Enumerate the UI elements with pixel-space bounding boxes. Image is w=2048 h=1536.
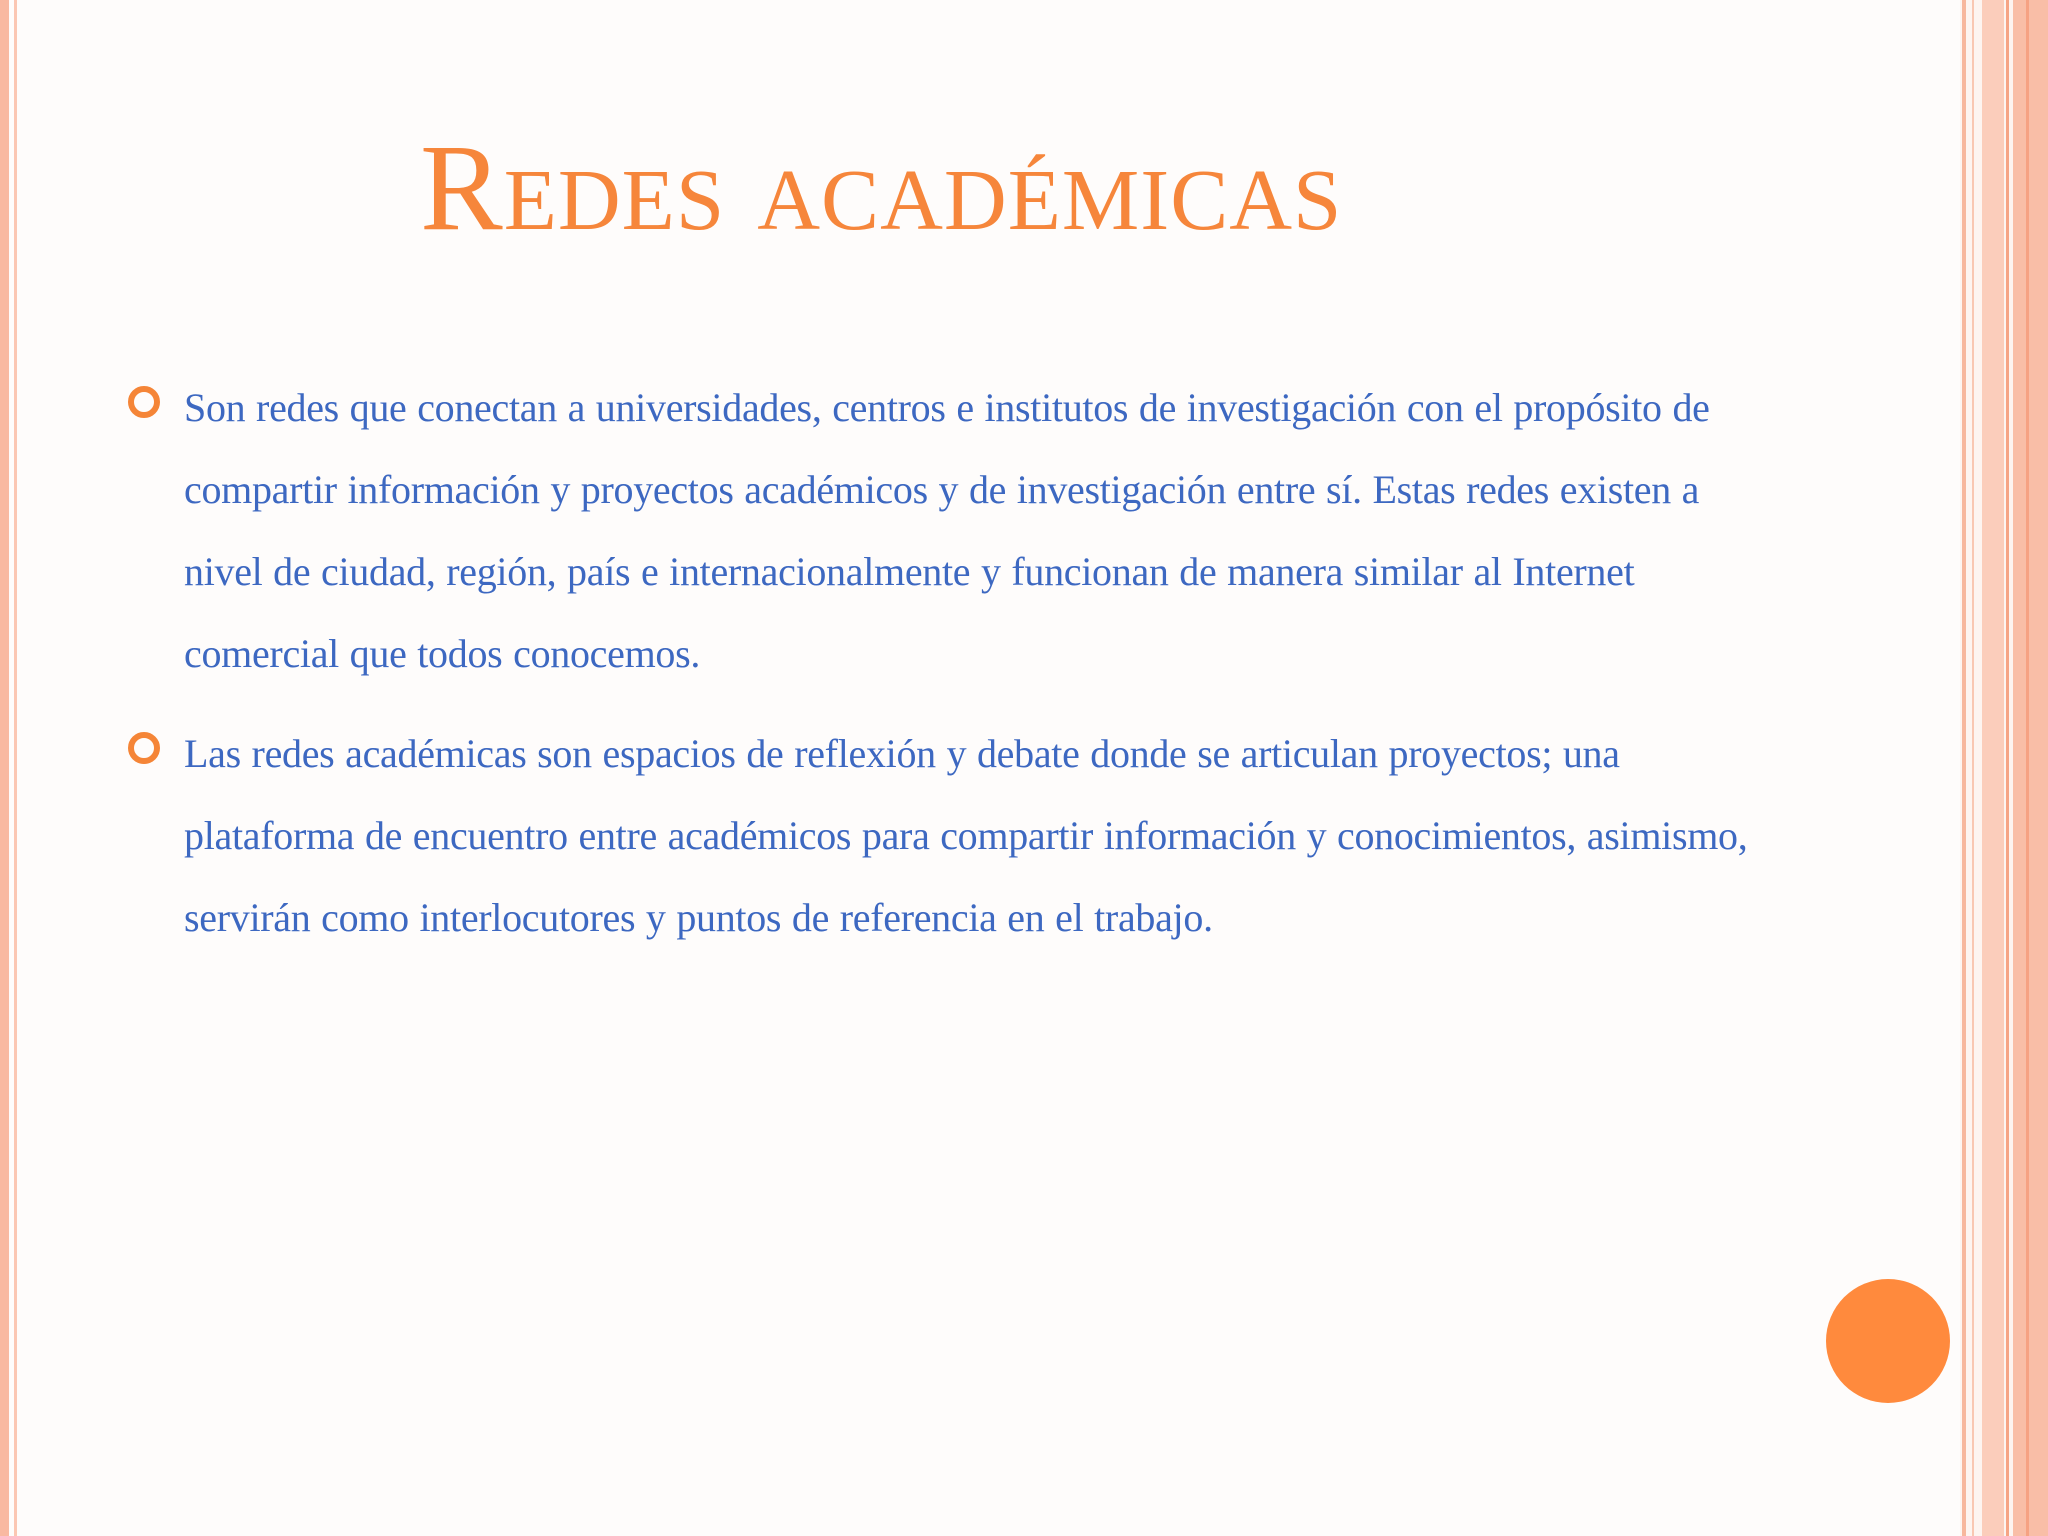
- bullet-circle-icon: [128, 386, 160, 418]
- bullet-text: Son redes que conectan a universidades, centros e institutos de investigación con el propósito de compartir información y proyectos académicos y de investigación entre sí. Estas redes existen a nivel de ciudad, región, país e internacionalmente y funcionan de manera similar al Internet comercial que todos conocemos.: [184, 385, 1710, 676]
- slide-title: Redes académicas: [420, 119, 1343, 256]
- right-border-line: [2026, 0, 2029, 1536]
- bullet-circle-icon: [128, 732, 160, 764]
- right-border-line: [1962, 0, 1966, 1536]
- bullet-item: [128, 713, 1768, 959]
- decorative-circle: [1826, 1279, 1950, 1403]
- right-border-line: [2006, 0, 2009, 1536]
- left-border-stripe: [0, 0, 9, 1536]
- right-border-line: [1972, 0, 1974, 1536]
- right-border-band: [2013, 0, 2048, 1536]
- bullet-item: [128, 367, 1768, 695]
- left-border-line: [14, 0, 17, 1536]
- bullet-text: Las redes académicas son espacios de reflexión y debate donde se articulan proyectos; una plataforma de encuentro entre académicos para compartir información y conocimientos, asimismo, servirán como interlocutores y puntos de referencia en el trabajo.: [184, 731, 1748, 940]
- right-border-band: [1982, 0, 2004, 1536]
- bullet-list: [128, 367, 1768, 977]
